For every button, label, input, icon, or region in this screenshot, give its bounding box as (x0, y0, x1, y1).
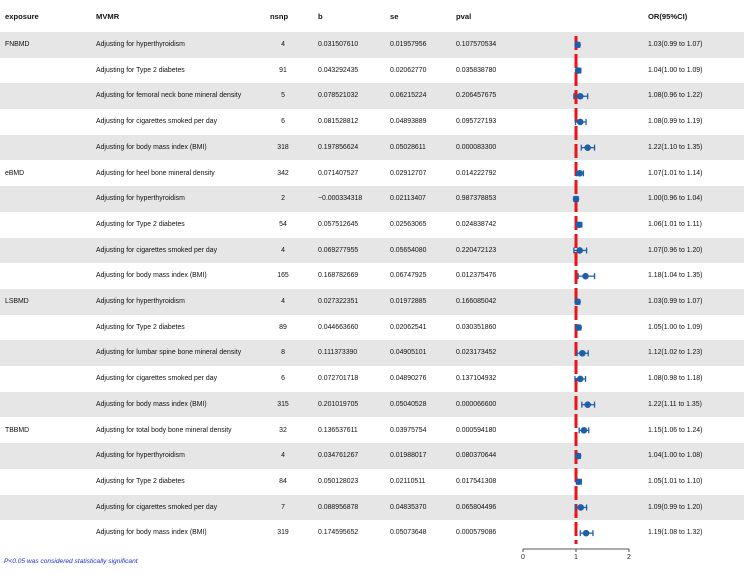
se-value: 0.03975754 (390, 426, 427, 434)
or-point (579, 350, 586, 357)
mvmr-label: Adjusting for body mass index (BMI) (96, 400, 207, 408)
or-ci-value: 1.22(1.11 to 1.35) (648, 400, 702, 408)
b-value: 0.174595652 (318, 529, 359, 537)
b-value: −0.000334318 (318, 195, 363, 203)
or-ci-value: 1.18(1.04 to 1.35) (648, 272, 703, 280)
mvmr-label: Adjusting for cigarettes smoked per day (96, 503, 218, 511)
b-value: 0.050128023 (318, 477, 359, 485)
pval-value: 0.014222792 (456, 169, 497, 177)
header-exposure: exposure (5, 12, 39, 21)
se-value: 0.04905101 (390, 349, 427, 357)
pval-value: 0.000083300 (456, 143, 497, 151)
or-ci-value: 1.15(1.06 to 1.24) (648, 426, 703, 434)
pval-value: 0.166085042 (456, 298, 497, 305)
nsnp-value: 4 (281, 452, 285, 460)
pval-value: 0.107570534 (456, 41, 497, 48)
or-ci-value: 1.03(0.99 to 1.07) (648, 41, 703, 48)
b-value: 0.111373390 (318, 349, 358, 357)
mvmr-label: Adjusting for hyperthyroidism (96, 41, 185, 48)
or-point (576, 221, 583, 228)
mvmr-label: Adjusting for Type 2 diabetes (96, 477, 185, 485)
nsnp-value: 89 (279, 323, 287, 331)
or-point (577, 93, 584, 100)
nsnp-value: 91 (279, 66, 287, 74)
pval-value: 0.023173452 (456, 349, 497, 357)
or-ci-value: 1.04(1.00 to 1.09) (648, 66, 703, 74)
mvmr-label: Adjusting for Type 2 diabetes (96, 66, 185, 74)
mvmr-label: Adjusting for Type 2 diabetes (96, 220, 185, 228)
or-ci-value: 1.04(1.00 to 1.08) (648, 452, 703, 460)
nsnp-value: 2 (281, 195, 285, 203)
mvmr-label: Adjusting for heel bone mineral density (96, 169, 215, 177)
exposure-label: LSBMD (5, 298, 29, 305)
mvmr-label: Adjusting for body mass index (BMI) (96, 143, 207, 151)
nsnp-value: 4 (281, 298, 285, 305)
or-point (582, 273, 589, 280)
or-point (574, 42, 581, 49)
se-value: 0.04890276 (390, 375, 427, 383)
se-value: 0.05073648 (390, 529, 427, 537)
pval-value: 0.095727193 (456, 118, 497, 126)
or-ci-value: 1.05(1.00 to 1.09) (648, 323, 703, 331)
pval-value: 0.206457675 (456, 92, 497, 100)
nsnp-value: 319 (277, 529, 289, 537)
mvmr-label: Adjusting for Type 2 diabetes (96, 323, 185, 331)
or-ci-value: 1.08(0.98 to 1.18) (648, 375, 703, 383)
nsnp-value: 4 (281, 246, 285, 254)
mvmr-label: Adjusting for total body bone mineral density (96, 426, 232, 434)
b-value: 0.044663660 (318, 323, 359, 331)
nsnp-value: 5 (281, 92, 285, 100)
se-value: 0.02062541 (390, 323, 427, 331)
nsnp-value: 54 (279, 220, 287, 228)
pval-value: 0.024838742 (456, 220, 497, 228)
b-value: 0.057512645 (318, 220, 359, 228)
b-value: 0.168782669 (318, 272, 359, 280)
or-ci-value: 1.00(0.96 to 1.04) (648, 195, 703, 203)
b-value: 0.078521032 (318, 92, 359, 100)
or-ci-value: 1.06(1.01 to 1.11) (648, 220, 702, 228)
or-point (575, 478, 582, 485)
se-value: 0.04835370 (390, 503, 427, 511)
b-value: 0.071407527 (318, 169, 359, 177)
b-value: 0.034761267 (318, 452, 359, 460)
nsnp-value: 315 (277, 400, 289, 408)
x-tick-label: 1 (574, 554, 578, 561)
mvmr-label: Adjusting for cigarettes smoked per day (96, 246, 218, 254)
nsnp-value: 84 (279, 477, 287, 485)
pval-value: 0.137104932 (456, 375, 497, 383)
nsnp-value: 6 (281, 118, 285, 126)
b-value: 0.201019705 (318, 400, 359, 408)
se-value: 0.05654080 (390, 246, 427, 254)
nsnp-value: 32 (279, 426, 287, 434)
or-point (584, 401, 591, 408)
or-point (581, 427, 588, 434)
se-value: 0.06747925 (390, 272, 427, 280)
or-point (576, 247, 583, 254)
exposure-label: FNBMD (5, 41, 30, 48)
or-ci-value: 1.03(0.99 to 1.07) (648, 298, 703, 305)
header-pval: pval (456, 12, 472, 21)
mvmr-label: Adjusting for body mass index (BMI) (96, 272, 207, 280)
pval-value: 0.012375476 (456, 272, 497, 280)
se-value: 0.05040528 (390, 400, 427, 408)
mvmr-label: Adjusting for body mass index (BMI) (96, 529, 207, 537)
or-ci-value: 1.09(0.99 to 1.20) (648, 503, 703, 511)
header-or: OR(95%CI) (648, 12, 688, 21)
pval-value: 0.080370644 (456, 452, 497, 460)
mvmr-label: Adjusting for cigarettes smoked per day (96, 118, 218, 126)
or-point (573, 196, 580, 203)
se-value: 0.02113407 (390, 195, 426, 203)
b-value: 0.031507610 (318, 41, 359, 48)
b-value: 0.136537611 (318, 426, 358, 434)
or-ci-value: 1.19(1.08 to 1.32) (648, 529, 703, 537)
exposure-label: eBMD (5, 169, 25, 177)
header-b: b (318, 12, 323, 21)
nsnp-value: 4 (281, 41, 285, 48)
or-ci-value: 1.07(1.01 to 1.14) (648, 169, 703, 177)
nsnp-value: 165 (277, 272, 289, 280)
x-tick-label: 2 (627, 554, 631, 561)
or-point (583, 530, 590, 537)
se-value: 0.02110511 (390, 477, 426, 485)
mvmr-label: Adjusting for hyperthyroidism (96, 298, 185, 305)
nsnp-value: 318 (277, 143, 289, 151)
mvmr-label: Adjusting for lumbar spine bone mineral density (96, 349, 242, 357)
nsnp-value: 8 (281, 349, 285, 357)
b-value: 0.069277955 (318, 246, 359, 254)
nsnp-value: 342 (277, 169, 289, 177)
or-ci-value: 1.05(1.01 to 1.10) (648, 477, 703, 485)
b-value: 0.088956878 (318, 503, 359, 511)
exposure-label: TBBMD (5, 426, 30, 434)
se-value: 0.04893889 (390, 118, 427, 126)
b-value: 0.027322351 (318, 298, 359, 305)
header-mvmr: MVMR (96, 12, 120, 21)
or-point (584, 144, 591, 151)
b-value: 0.072701718 (318, 375, 359, 383)
nsnp-value: 6 (281, 375, 285, 383)
header-se: se (390, 12, 399, 21)
or-ci-value: 1.22(1.10 to 1.35) (648, 143, 703, 151)
or-ci-value: 1.08(0.99 to 1.19) (648, 118, 703, 126)
or-ci-value: 1.08(0.96 to 1.22) (648, 92, 703, 100)
se-value: 0.02912707 (390, 169, 427, 177)
pval-value: 0.000594180 (456, 426, 497, 434)
or-point (575, 324, 582, 331)
pval-value: 0.000579086 (456, 529, 497, 537)
mvmr-label: Adjusting for hyperthyroidism (96, 195, 185, 203)
mvmr-label: Adjusting for hyperthyroidism (96, 452, 185, 460)
b-value: 0.197856624 (318, 143, 359, 151)
header-nsnp: nsnp (270, 12, 289, 21)
se-value: 0.05028611 (390, 143, 426, 151)
pval-value: 0.000066600 (456, 400, 497, 408)
pval-value: 0.035838780 (456, 66, 497, 74)
or-point (577, 376, 584, 383)
nsnp-value: 7 (281, 503, 285, 511)
pval-value: 0.030351860 (456, 323, 497, 331)
or-ci-value: 1.07(0.96 to 1.20) (648, 246, 703, 254)
se-value: 0.02062770 (390, 66, 427, 74)
b-value: 0.081528812 (318, 118, 359, 126)
pval-value: 0.017541308 (456, 477, 497, 485)
pval-value: 0.220472123 (456, 246, 497, 254)
footnote: P<0.05 was considered statistically significant (4, 558, 138, 565)
se-value: 0.01988017 (390, 452, 427, 460)
se-value: 0.06215224 (390, 92, 427, 100)
pval-value: 0.065804496 (456, 503, 497, 511)
b-value: 0.043292435 (318, 66, 359, 74)
mvmr-label: Adjusting for cigarettes smoked per day (96, 375, 218, 383)
or-point (577, 119, 584, 126)
x-tick-label: 0 (521, 554, 525, 561)
or-point (576, 170, 583, 177)
se-value: 0.01957956 (390, 41, 427, 48)
mvmr-label: Adjusting for femoral neck bone mineral density (96, 92, 242, 100)
or-point (574, 299, 581, 306)
se-value: 0.01972885 (390, 298, 427, 305)
or-point (575, 453, 582, 460)
se-value: 0.02563065 (390, 220, 427, 228)
pval-value: 0.987378853 (456, 195, 497, 203)
or-point (577, 504, 584, 511)
or-ci-value: 1.12(1.02 to 1.23) (648, 349, 703, 357)
or-point (575, 67, 582, 74)
